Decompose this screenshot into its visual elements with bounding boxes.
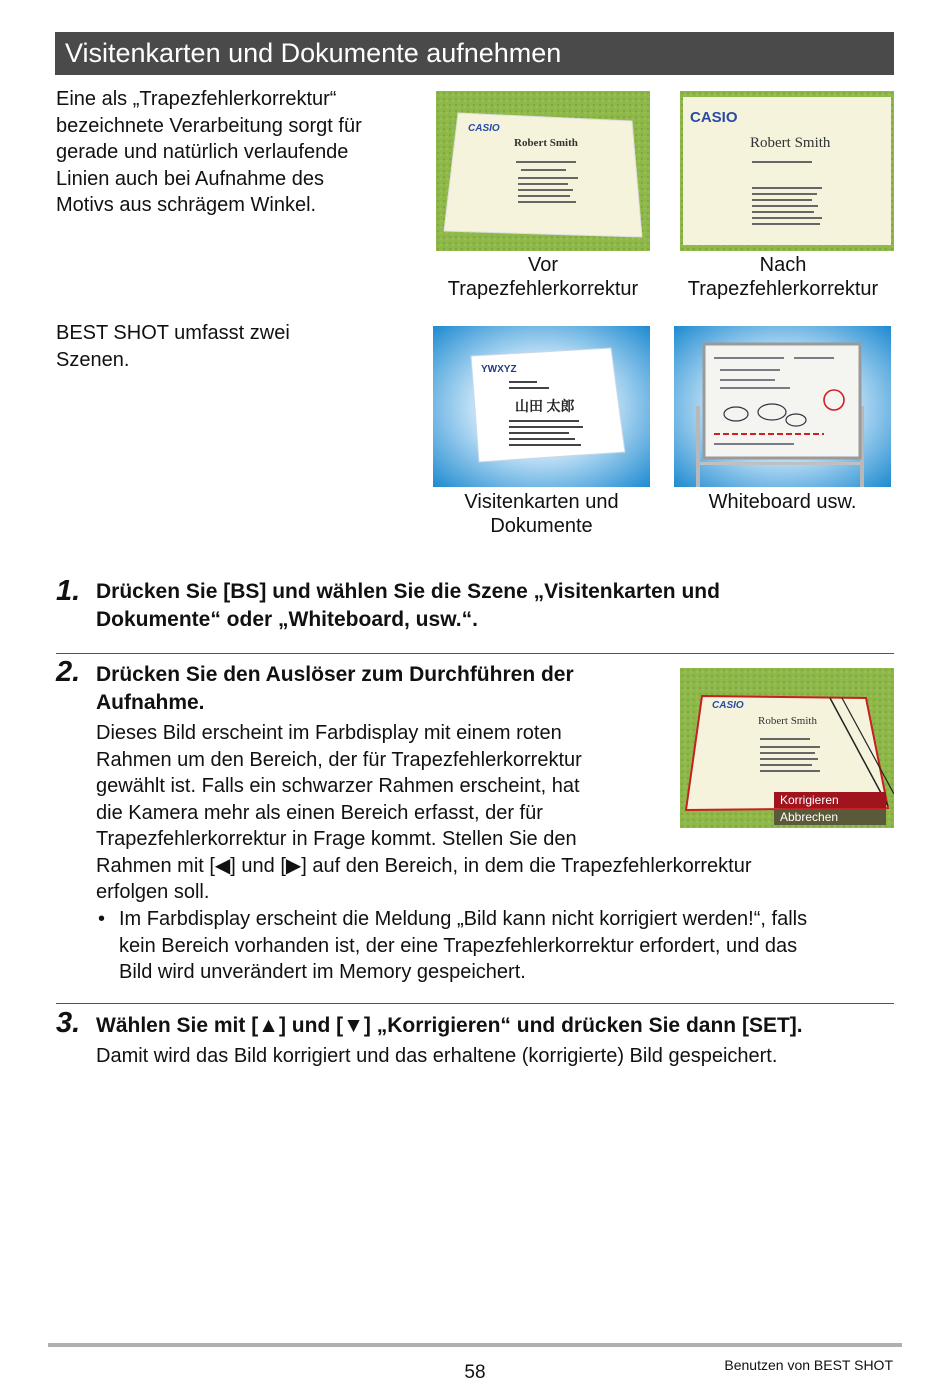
intro-paragraph	[56, 86, 416, 219]
step-2-heading	[96, 661, 666, 717]
step-number: 2.	[56, 656, 81, 688]
step-number: 3.	[56, 1007, 81, 1039]
before-caption	[436, 254, 650, 301]
intro-line: Eine als „Trapezfehlerkorrektur“	[56, 88, 337, 110]
bestshot-line: Szenen.	[56, 348, 130, 371]
card-name: Robert Smith	[750, 135, 831, 151]
divider	[56, 653, 894, 654]
scene-whiteboard-caption: Whiteboard usw.	[708, 491, 857, 513]
brand-logo: CASIO	[468, 123, 500, 134]
body-line: gewählt ist. Falls ein schwarzer Rahmen erscheint, hat	[96, 775, 580, 797]
camera-display-photo	[680, 668, 894, 828]
intro-line: gerade und natürlich verlaufende	[56, 141, 349, 163]
after-caption	[676, 254, 890, 301]
menu-cancel-option[interactable]: Abbrechen	[774, 809, 886, 825]
before-correction-photo	[436, 91, 650, 251]
step-heading-line: Aufnahme.	[96, 691, 205, 714]
scene-business-card-caption	[433, 491, 650, 538]
step-1-heading	[96, 578, 896, 634]
caption-line: Trapezfehlerkorrektur	[687, 277, 879, 300]
caption-line: Dokumente	[490, 514, 593, 537]
footer-section-title: Benutzen von BEST SHOT	[724, 1357, 893, 1373]
step-3-heading: Wählen Sie mit [▲] und [▼] „Korrigieren“ und drücken Sie dann [SET].	[96, 1014, 803, 1037]
brand-logo: YWXYZ	[481, 364, 517, 375]
body-line: Trapezfehlerkorrektur in Frage kommt. Stellen Sie den	[96, 828, 577, 850]
intro-line: bezeichnete Verarbeitung sorgt für	[56, 114, 362, 137]
bestshot-text	[56, 320, 416, 373]
intro-line: Motivs aus schrägem Winkel.	[56, 194, 317, 216]
brand-logo: CASIO	[690, 109, 738, 126]
body-line: Rahmen mit [◀] und [▶] auf den Bereich, in dem die Trapezfehlerkorrektur	[96, 854, 752, 877]
caption-line: Trapezfehlerkorrektur	[447, 277, 639, 300]
step-heading-line: Drücken Sie [BS] und wählen Sie die Szene „Visitenkarten und	[96, 580, 720, 603]
step-heading-line: Dokumente“ oder „Whiteboard, usw.“.	[96, 608, 478, 631]
page-title: Visitenkarten und Dokumente aufnehmen	[55, 32, 894, 75]
note-line: kein Bereich vorhanden ist, der eine Trapezfehlerkorrektur erfordert, und das	[119, 934, 798, 957]
page-number: 58	[464, 1362, 486, 1383]
card-name: Robert Smith	[514, 137, 578, 149]
divider	[56, 1003, 894, 1004]
after-correction-photo	[680, 91, 894, 251]
body-line: Dieses Bild erscheint im Farbdisplay mit einem roten	[96, 722, 562, 744]
note-line: Bild wird unverändert im Memory gespeichert.	[119, 961, 526, 983]
body-line: Rahmen um den Bereich, der für Trapezfehlerkorrektur	[96, 748, 582, 771]
bullet-icon: •	[98, 908, 106, 930]
scene-whiteboard-photo	[674, 326, 891, 487]
bestshot-line: BEST SHOT umfasst zwei	[56, 322, 290, 344]
caption-line: Vor	[527, 254, 559, 276]
card-name: Robert Smith	[758, 715, 817, 727]
note-line: Im Farbdisplay erscheint die Meldung „Bild kann nicht korrigiert werden!“, falls	[119, 908, 808, 930]
caption-line: Nach	[759, 254, 807, 276]
card-name: 山田 太郎	[515, 400, 575, 415]
intro-line: Linien auch bei Aufnahme des	[56, 167, 324, 190]
body-line: erfolgen soll.	[96, 881, 210, 903]
scene-business-card-photo	[433, 326, 650, 487]
footer-rule	[48, 1343, 902, 1347]
brand-logo: CASIO	[712, 700, 744, 711]
step-heading-line: Drücken Sie den Auslöser zum Durchführen der	[96, 663, 574, 686]
caption-line: Visitenkarten und	[464, 491, 619, 513]
menu-correct-option[interactable]: Korrigieren	[774, 792, 886, 808]
body-line: die Kamera mehr als einen Bereich erfasst, der für	[96, 801, 543, 824]
step-3-body: Damit wird das Bild korrigiert und das erhaltene (korrigierte) Bild gespeichert.	[96, 1045, 778, 1067]
step-number: 1.	[56, 575, 81, 607]
step-2-note	[96, 906, 891, 986]
